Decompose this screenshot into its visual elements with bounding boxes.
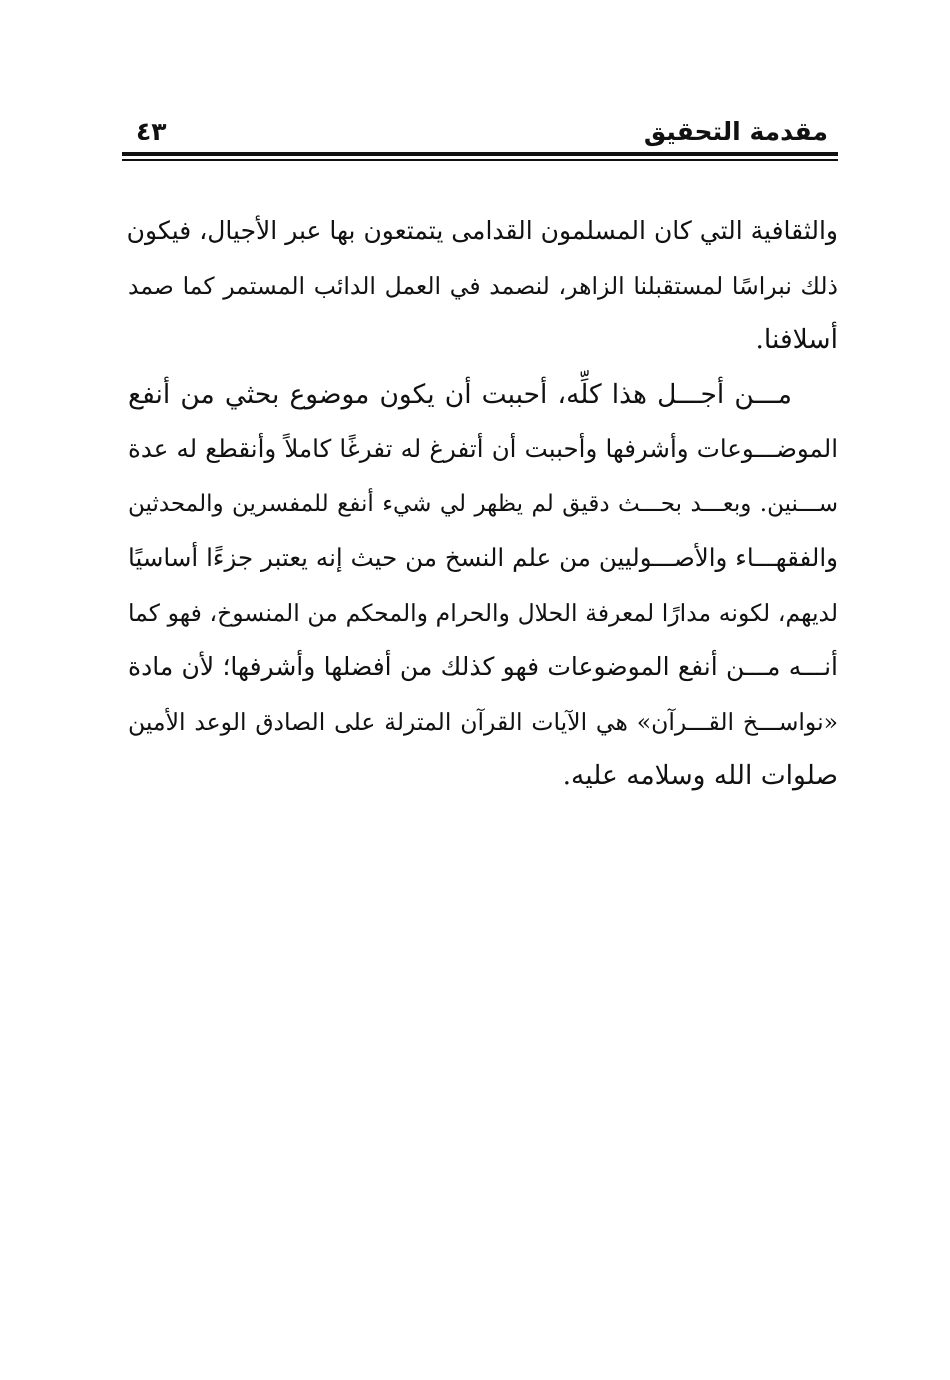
body-text [128, 204, 838, 804]
text-line: أنـــه مـــن أنفع الموضوعات فهو كذلك من أفضلها وأشرفها؛ لأن مادة [128, 652, 838, 681]
header-rule-thin [122, 159, 838, 161]
page-number: ٤٣ [136, 117, 167, 146]
text-line: «نواســـخ القـــرآن» هي الآيات القرآن المترلة على الصادق الوعد الأمين [128, 707, 838, 736]
text-line: أسلافنا. [755, 324, 838, 355]
text-line: ذلك نبراسًا لمستقبلنا الزاهر، لنصمد في العمل الدائب المستمر كما صمد [128, 271, 838, 300]
header-rule-thick [122, 152, 838, 156]
text-line: ســـنين. وبعـــد بحـــث دقيق لم يظهر لي شيء أنفع للمفسرين والمحدثين [128, 490, 838, 517]
text-line: والفقهـــاء والأصـــوليين من علم النسخ من حيث إنه يعتبر جزءًا أساسيًا [128, 543, 838, 572]
running-header [122, 112, 828, 152]
text-line: مـــن أجـــل هذا كلِّه، أحببت أن يكون موضوع بحثي من أنفع [128, 378, 792, 410]
text-line: صلوات الله وسلامه عليه. [562, 760, 838, 791]
text-line: لديهم، لكونه مدارًا لمعرفة الحلال والحرام والمحكم من المنسوخ، فهو كما [128, 598, 838, 627]
text-line: الموضـــوعات وأشرفها وأحببت أن أتفرغ له تفرغًا كاملاً وأنقطع له عدة [128, 434, 838, 463]
section-title: مقدمة التحقيق [643, 117, 828, 146]
text-line: والثقافية التي كان المسلمون القدامى يتمتعون بها عبر الأجيال، فيكون [126, 216, 838, 245]
